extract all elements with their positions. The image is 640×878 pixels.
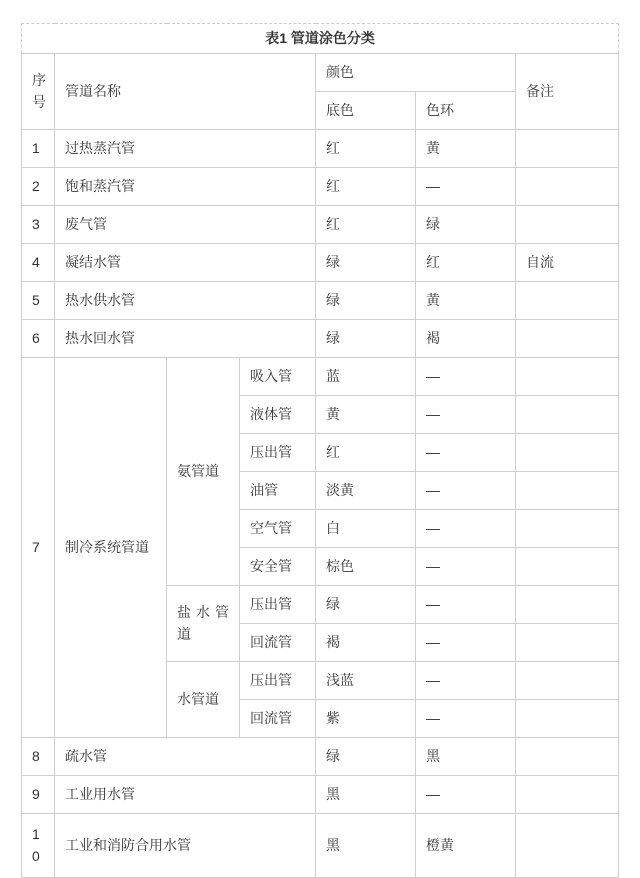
sub-pipe-name: 油管 — [240, 472, 316, 510]
group-name: 氨管道 — [167, 358, 240, 586]
note-value — [516, 434, 619, 472]
row-number: 9 — [22, 776, 55, 814]
ring-color-value: 绿 — [416, 206, 516, 244]
base-color-value: 绿 — [316, 738, 416, 776]
table-row — [22, 776, 619, 814]
ring-color-value: — — [416, 434, 516, 472]
pipe-name: 凝结水管 — [55, 244, 316, 282]
table-row — [22, 282, 619, 320]
row-number: 8 — [22, 738, 55, 776]
pipe-name: 工业用水管 — [55, 776, 316, 814]
table-title-row — [22, 24, 619, 54]
table-row — [22, 130, 619, 168]
base-color-value: 淡黄 — [316, 472, 416, 510]
base-color-value: 绿 — [316, 320, 416, 358]
base-color-value: 黑 — [316, 776, 416, 814]
note-value — [516, 396, 619, 434]
row-number: 3 — [22, 206, 55, 244]
pipe-name: 热水供水管 — [55, 282, 316, 320]
header-color: 颜色 — [316, 54, 516, 92]
group-name: 盐水管道 — [167, 586, 240, 662]
base-color-value: 黑 — [316, 814, 416, 878]
base-color-value: 黄 — [316, 396, 416, 434]
base-color-value: 蓝 — [316, 358, 416, 396]
table-row — [22, 358, 619, 396]
note-value — [516, 700, 619, 738]
row-number: 7 — [22, 358, 55, 738]
sub-pipe-name: 回流管 — [240, 700, 316, 738]
pipe-name: 废气管 — [55, 206, 316, 244]
note-value — [516, 624, 619, 662]
sub-pipe-name: 压出管 — [240, 586, 316, 624]
table-row — [22, 320, 619, 358]
note-value — [516, 738, 619, 776]
sub-pipe-name: 空气管 — [240, 510, 316, 548]
row-number: 6 — [22, 320, 55, 358]
ring-color-value: 橙黄 — [416, 814, 516, 878]
note-value — [516, 472, 619, 510]
sub-pipe-name: 压出管 — [240, 662, 316, 700]
pipe-color-table — [21, 23, 619, 878]
ring-color-value: 黑 — [416, 738, 516, 776]
base-color-value: 白 — [316, 510, 416, 548]
row-number: 10 — [22, 814, 55, 878]
table-row — [22, 814, 619, 878]
row-number: 1 — [22, 130, 55, 168]
note-value — [516, 206, 619, 244]
base-color-value: 红 — [316, 206, 416, 244]
sub-pipe-name: 液体管 — [240, 396, 316, 434]
base-color-value: 绿 — [316, 282, 416, 320]
header-row-1 — [22, 54, 619, 92]
table-title: 表1 管道涂色分类 — [22, 24, 619, 54]
note-value — [516, 548, 619, 586]
header-name: 管道名称 — [55, 54, 316, 130]
table-row — [22, 244, 619, 282]
row-number: 2 — [22, 168, 55, 206]
note-value: 自流 — [516, 244, 619, 282]
table-row — [22, 206, 619, 244]
ring-color-value: 褐 — [416, 320, 516, 358]
group-name: 水管道 — [167, 662, 240, 738]
ring-color-value: 黄 — [416, 282, 516, 320]
ring-color-value: — — [416, 700, 516, 738]
note-value — [516, 168, 619, 206]
base-color-value: 红 — [316, 130, 416, 168]
note-value — [516, 814, 619, 878]
table-row — [22, 738, 619, 776]
ring-color-value: — — [416, 358, 516, 396]
base-color-value: 红 — [316, 434, 416, 472]
ring-color-value: — — [416, 472, 516, 510]
table-row — [22, 168, 619, 206]
pipe-name: 热水回水管 — [55, 320, 316, 358]
ring-color-value: 黄 — [416, 130, 516, 168]
ring-color-value: — — [416, 624, 516, 662]
ring-color-value: — — [416, 586, 516, 624]
ring-color-value: — — [416, 168, 516, 206]
pipe-name: 工业和消防合用水管 — [55, 814, 316, 878]
note-value — [516, 282, 619, 320]
note-value — [516, 586, 619, 624]
row-number: 4 — [22, 244, 55, 282]
base-color-value: 棕色 — [316, 548, 416, 586]
sub-pipe-name: 吸入管 — [240, 358, 316, 396]
sub-pipe-name: 安全管 — [240, 548, 316, 586]
header-no: 序号 — [22, 54, 55, 130]
header-base-color: 底色 — [316, 92, 416, 130]
header-ring-color: 色环 — [416, 92, 516, 130]
header-note: 备注 — [516, 54, 619, 130]
base-color-value: 绿 — [316, 244, 416, 282]
base-color-value: 褐 — [316, 624, 416, 662]
row-number: 5 — [22, 282, 55, 320]
note-value — [516, 130, 619, 168]
note-value — [516, 320, 619, 358]
base-color-value: 紫 — [316, 700, 416, 738]
pipe-name: 饱和蒸汽管 — [55, 168, 316, 206]
ring-color-value: — — [416, 510, 516, 548]
note-value — [516, 358, 619, 396]
note-value — [516, 510, 619, 548]
ring-color-value: — — [416, 548, 516, 586]
ring-color-value: 红 — [416, 244, 516, 282]
pipe-name: 疏水管 — [55, 738, 316, 776]
note-value — [516, 662, 619, 700]
note-value — [516, 776, 619, 814]
sub-pipe-name: 压出管 — [240, 434, 316, 472]
ring-color-value: — — [416, 662, 516, 700]
ring-color-value: — — [416, 396, 516, 434]
base-color-value: 红 — [316, 168, 416, 206]
ring-color-value: — — [416, 776, 516, 814]
base-color-value: 绿 — [316, 586, 416, 624]
pipe-name: 制冷系统管道 — [55, 358, 167, 738]
pipe-name: 过热蒸汽管 — [55, 130, 316, 168]
base-color-value: 浅蓝 — [316, 662, 416, 700]
sub-pipe-name: 回流管 — [240, 624, 316, 662]
